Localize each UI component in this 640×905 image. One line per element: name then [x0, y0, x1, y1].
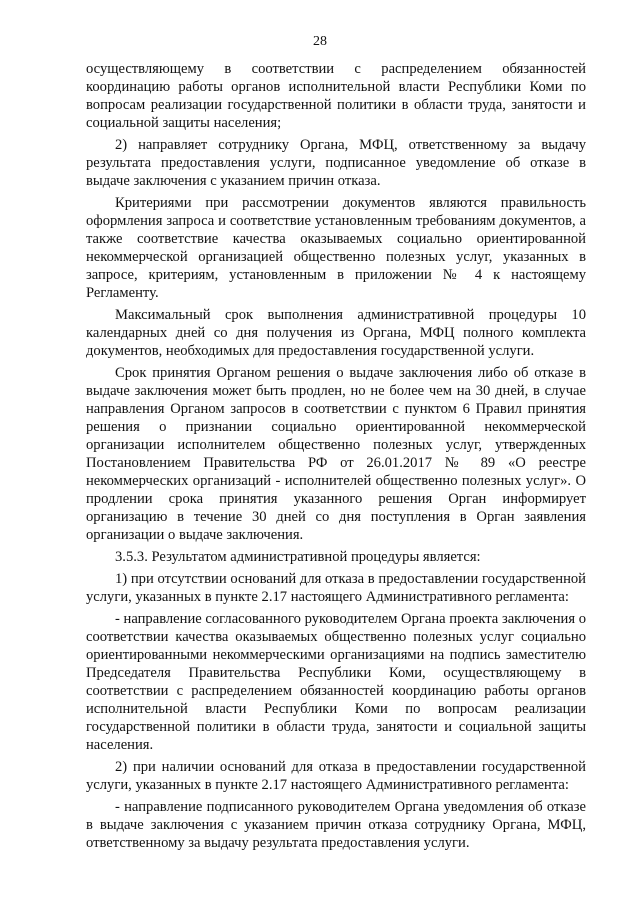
paragraph-result-1: 1) при отсутствии оснований для отказа в предоставлении государственной услуги, указанных в пункте 2.17 настоящего Административного регламента:	[86, 571, 586, 605]
paragraph-result-2: 2) при наличии оснований для отказа в предоставлении государственной услуги, указанных в пункте 2.17 настоящего Административного регламента:	[86, 759, 586, 793]
paragraph-item-2: 2) направляет сотруднику Органа, МФЦ, ответственному за выдачу результата предоставления услуги, подписанное уведомление об отказе в выдаче заключения с указанием причин отказа.	[86, 137, 586, 189]
paragraph-criteria: Критериями при рассмотрении документов являются правильность оформления запроса и соответствие установленным требованиям документов, а также соответствие качества оказываемых социально ориентированной некоммерческой организацией общественно полезных услуг, указанных в запросе, критериям, установленным в приложении № 4 к настоящему Регламенту.	[86, 195, 586, 301]
paragraph-result-1-bullet: - направление согласованного руководителем Органа проекта заключения о соответствии качества оказываемых общественно полезных услуг социально ориентированными некоммерческими организациями на подпись заместителю Председателя Правительства Республики Коми, осуществляющему в соответствии с распределением обязанностей координацию работы органов исполнительной власти Республики Коми по вопросам реализации государственной политики в области труда, занятости и социальной защиты населения.	[86, 611, 586, 753]
paragraph-result-2-bullet: - направление подписанного руководителем Органа уведомления об отказе в выдаче заключения с указанием причин отказа сотруднику Органа, МФЦ, ответственному за выдачу результата предоставления услуги.	[86, 799, 586, 851]
paragraph-section-heading: 3.5.3. Результатом административной процедуры является:	[115, 549, 481, 565]
page-number: 28	[313, 34, 327, 49]
paragraph-decision-term: Срок принятия Органом решения о выдаче заключения либо об отказе в выдаче заключения может быть продлен, но не более чем на 30 дней, в случае направления Органом запросов в соответствии с пунктом 6 Правил принятия решения о признании социально ориентированной некоммерческой организации исполнителем общественно полезных услуг, утвержденных Постановлением Правительства РФ от 26.01.2017 № 89 «О реестре некоммерческих организаций - исполнителей общественно полезных услуг». О продлении срока принятия указанного решения Орган информирует организацию в течение 30 дней со дня поступления в Орган заявления организации о выдаче заключения.	[86, 365, 586, 543]
paragraph-max-term: Максимальный срок выполнения административной процедуры 10 календарных дней со дня получения из Органа, МФЦ полного комплекта документов, необходимых для предоставления государственной услуги.	[86, 307, 586, 359]
document-body	[86, 60, 586, 852]
paragraph-continuation: осуществляющему в соответствии с распределением обязанностей координацию работы органов исполнительной власти Республики Коми по вопросам реализации государственной политики в области труда, занятости и социальной защиты населения;	[86, 61, 586, 131]
